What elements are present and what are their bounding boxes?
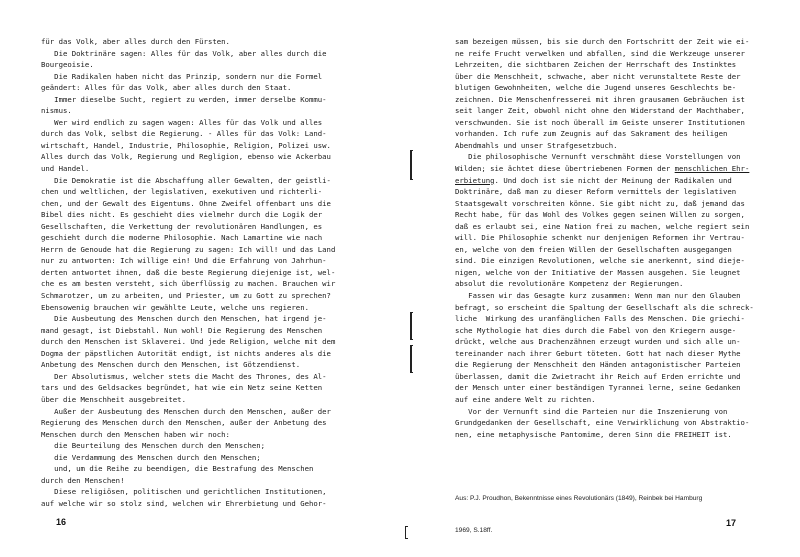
text-line: chen, und der Gewalt des Eigentums. Ohne Zweifel offenbart uns die: [41, 198, 331, 208]
text-line: drückt, welche aus Drachenzähnen erzeugt wurden und sich alle un-: [455, 337, 741, 347]
text-line: Die Demokratie ist die Abschaffung aller Gewalten, der geistli-: [41, 175, 331, 185]
text-line: liche Wirkung des uranfänglichen Falls des Menschen. Die griechi-: [455, 314, 745, 324]
text-line: geschieht durch die moderne Philosophie. Nach Lamartine wie nach: [41, 233, 323, 243]
text-line: Alles durch das Volk, Regierung und Regligion, ebenso wie Ackerbau: [41, 152, 331, 162]
text-line: Fassen wir das Gesagte kurz zusammen: Wenn man nur den Glauben: [455, 291, 741, 301]
text-line: sind. Die einzigen Revolutionen, welche sie anerkennt, sind dieje-: [455, 256, 745, 266]
text-line: Menschen durch den Menschen haben wir noch:: [41, 429, 230, 439]
text-line: für das Volk, aber alles durch den Fürsten.: [41, 37, 230, 46]
margin-mark: [405, 526, 406, 539]
text-line: durch den Menschen!: [41, 475, 125, 485]
page-number-left: 16: [56, 517, 67, 527]
text-line: die Verdammung des Menschen durch den Menschen;: [41, 452, 261, 462]
text-line: ne reife Frucht verwelken und abfallen, sind die Werkzeuge unserer: [455, 48, 745, 58]
text-line: Doktrinäre, daß man zu dieser Reform vermittels der legislativen: [455, 187, 737, 197]
text-line: über die Menschheit ausgebreitet.: [41, 394, 186, 404]
text-line: mand gesagt, ist Diebstahl. Nun wohl! Die Regierung des Menschen: [41, 325, 323, 335]
text-line: die Beurteilung des Menschen durch den Menschen;: [41, 441, 266, 451]
text-line: Grundgedanken der Gesellschaft, eine Verwirklichung von Abstraktio-: [455, 418, 750, 428]
text-line: Wilden; sie ächtet diese übertriebenen Formen der menschlichen Ehr-: [455, 164, 750, 174]
text-line: zeichnen. Die Menschenfresserei mit ihren grausamen Gebräuchen ist: [455, 94, 745, 104]
margin-mark: [410, 345, 412, 373]
text-line: che es am besten versteht, sich überflüssig zu machen. Brauchen wir: [41, 279, 336, 289]
text-line: Die Ausbeutung des Menschen durch den Menschen, hat irgend je-: [41, 314, 327, 324]
text-line: daß es erlaubt sei, eine Nation frei zu machen, welche regiert sein: [455, 221, 750, 231]
text-line: befragt, so erscheint die Spaltung der Gesellschaft als die schreck-: [455, 302, 754, 312]
text-line: Gesellschaften, die Verkettung der revolutionären Handlungen, es: [41, 221, 323, 231]
text-line: Der Absolutismus, welcher stets die Macht des Thrones, des Al-: [41, 371, 327, 381]
text-line: will. Die Philosophie schenkt nur denjenigen Reformen ihr Vertrau-: [455, 233, 745, 243]
text-line: und Handel.: [41, 164, 90, 174]
text-line: Regierung des Menschen durch den Menschen, außer der Anbetung des: [41, 418, 327, 428]
text-line: vorhanden. Ich rufe zum Zeugnis auf das Sakrament des heiligen: [455, 129, 728, 139]
source-citation: [455, 474, 702, 557]
text-line: erbietung. Und doch ist sie nicht der Meinung der Radikalen und: [455, 175, 732, 185]
text-line: Schmarotzer, um zu arbeiten, und Priester, um zu Gott zu sprechen?: [41, 291, 331, 301]
text-line: Immer dieselbe Sucht, regiert zu werden, immer derselbe Kommu-: [41, 94, 327, 104]
text-line: nur zu antworten: Ich willige ein! Und die Erfahrung von Jahrhun-: [41, 256, 327, 266]
text-line: nigen, welche von der Initiative der Massen ausgehen. Sie leugnet: [455, 267, 741, 277]
text-line: Außer der Ausbeutung des Menschen durch den Menschen, außer der: [41, 406, 331, 416]
text-line: durch das Volk, selbst die Regierung. - Alles für das Volk: Land-: [41, 129, 327, 139]
text-line: Vor der Vernunft sind die Parteien nur die Inszenierung von: [455, 406, 728, 416]
text-line: sam bezeigen müssen, bis sie durch den Fortschritt der Zeit wie ei-: [455, 37, 750, 46]
text-line: absolut die revolutionäre Kompetenz der Regierungen.: [455, 279, 684, 289]
text-line: wirtschaft, Handel, Industrie, Philosophie, Religion, Polizei usw.: [41, 140, 331, 150]
text-line: Wer wird endlich zu sagen wagen: Alles für das Volk und alles: [41, 117, 323, 127]
text-line: sche Mythologie hat dies durch die Fabel von den Kriegern ausge-: [455, 325, 737, 335]
text-line: auf eine andere Welt zu richten.: [455, 394, 596, 404]
text-line: Anbetung des Menschen durch den Menschen, ist Götzendienst.: [41, 360, 301, 370]
page-number-right: 17: [726, 518, 737, 528]
text-line: derten antwortet ihnen, daß die beste Regierung diejenige ist, wel-: [41, 267, 336, 277]
text-line: Herrn de Genoude hat die Regierung zu sagen: Ich will! und das Land: [41, 244, 336, 254]
source-line-1: Aus: P.J. Proudhon, Bekenntnisse eines Revolutionärs (1849), Reinbek bei Hamburg: [455, 495, 703, 502]
text-line: überlassen, damit die Zwietracht ihr Reich auf Erden errichte und: [455, 371, 741, 381]
text-line: geändert: Alles für das Volk, aber alles durch den Staat.: [41, 83, 292, 93]
text-line: über die Menschheit, schwache, aber nicht verunstaltete Reste der: [455, 71, 741, 81]
text-line: Ebensowenig brauchen wir gewählte Leute, welche uns regieren.: [41, 302, 309, 312]
text-line: chen und weltlichen, der legislativen, exekutiven und richterli-: [41, 187, 323, 197]
text-line: tars und des Geldsackes begründet, hat wie ein Netz seine Ketten: [41, 383, 323, 393]
text-line: Lehrzeiten, die sichtbaren Zeichen der Herrschaft des Instinktes: [455, 60, 737, 70]
text-line: Staatsgewalt vorschreiten könne. Sie gibt nicht zu, daß jemand das: [455, 198, 745, 208]
text-line: verschwunden. Sie ist noch überall im Geiste unserer Institutionen: [455, 117, 745, 127]
text-line: und, um die Reihe zu beendigen, die Bestrafung des Menschen: [41, 464, 314, 474]
text-line: die Regierung der Menschheit den Händen antagonistischer Parteien: [455, 360, 741, 370]
text-line: der Mensch unter einer beständigen Tyrannei lerne, seine Gedanken: [455, 383, 741, 393]
margin-mark: [410, 312, 412, 340]
text-line: tereinander nach ihrer Geburt töteten. Gott hat nach dieser Mythe: [455, 348, 741, 358]
text-line: Diese religiösen, politischen und gerichtlichen Institutionen,: [41, 487, 327, 497]
text-line: Abendmahls und unser Strafgesetzbuch.: [455, 140, 618, 150]
text-line: durch den Menschen ist Sklaverei. Und jede Religion, welche mit dem: [41, 337, 336, 347]
source-line-2: 1969, S.18ff.: [455, 526, 493, 534]
left-page-body: [41, 36, 335, 509]
right-page: [400, 0, 800, 557]
text-line: en, welche von dem freien Willen der Gesellschaften ausgegangen: [455, 244, 732, 254]
text-line: Recht habe, für das Wohl des Volkes gegen seinen Willen zu sorgen,: [455, 210, 745, 220]
margin-mark: [410, 150, 412, 180]
text-line: nen, eine metaphysische Pantomime, deren Sinn die FREIHEIT ist.: [455, 429, 732, 439]
text-line: Die Doktrinäre sagen: Alles für das Volk, aber alles durch die: [41, 48, 327, 58]
text-line: nismus.: [41, 106, 72, 116]
text-line: Bibel dies nicht. Es geschieht dies vielmehr durch die Logik der: [41, 210, 323, 220]
text-line: Die philosophische Vernunft verschmäht diese Vorstellungen von: [455, 152, 741, 162]
text-line: seit langer Zeit, obwohl nicht ohne den Widerstand der Machthaber,: [455, 106, 745, 116]
text-line: blutigen Gewohnheiten, welche die Jugend unseres Geschlechts be-: [455, 83, 737, 93]
right-page-body: [455, 36, 754, 440]
text-line: Bourgeoisie.: [41, 60, 94, 70]
text-line: Die Radikalen haben nicht das Prinzip, sondern nur die Formel: [41, 71, 323, 81]
text-line: Dogma der päpstlichen Autorität endigt, ist nichts anderes als die: [41, 348, 331, 358]
text-line: auf welche wir so stolz sind, welchen wir Ehrerbietung und Gehor-: [41, 498, 327, 508]
